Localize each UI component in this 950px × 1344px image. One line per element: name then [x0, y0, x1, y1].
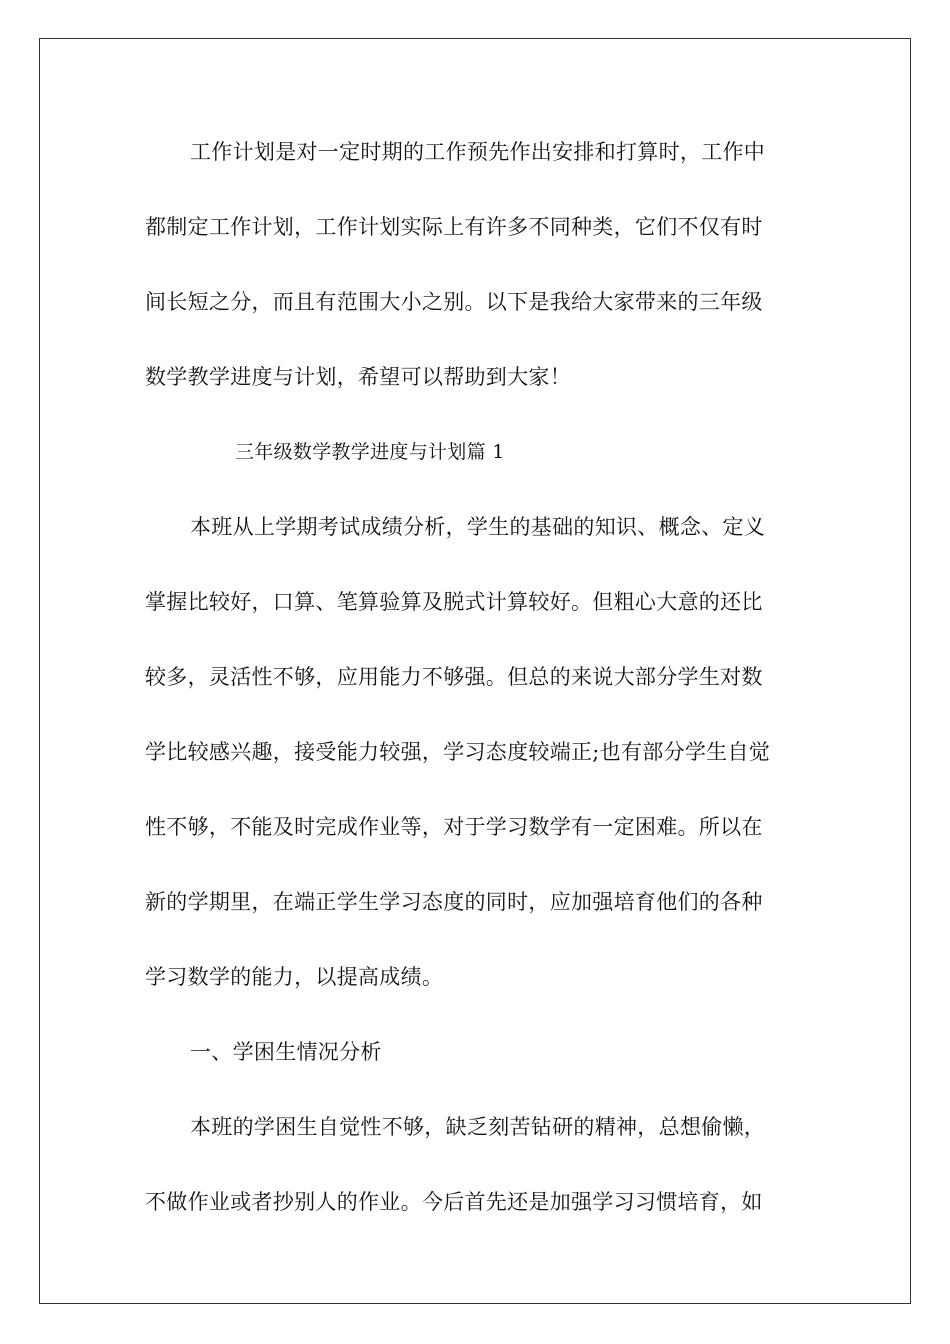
subheading-1: 一、学困生情况分析: [190, 1040, 382, 1064]
paragraph-1-line-4: 数学教学进度与计划，希望可以帮助到大家！: [145, 365, 571, 389]
paragraph-2-line-6: 新的学期里，在端正学生学习态度的同时，应加强培育他们的各种: [145, 890, 763, 914]
paragraph-2-line-1: 本班从上学期考试成绩分析，学生的基础的知识、概念、定义: [190, 515, 766, 539]
paragraph-2-line-4: 学比较感兴趣，接受能力较强，学习态度较端正;也有部分学生自觉: [145, 740, 771, 764]
paragraph-1-line-2: 都制定工作计划，工作计划实际上有许多不同种类，它们不仅有时: [145, 215, 763, 239]
paragraph-3-line-1: 本班的学困生自觉性不够，缺乏刻苦钻研的精神，总想偷懒，: [190, 1115, 766, 1139]
paragraph-1-line-1: 工作计划是对一定时期的工作预先作出安排和打算时，工作中: [190, 140, 766, 164]
paragraph-2-line-7: 学习数学的能力，以提高成绩。: [145, 965, 444, 989]
section-heading: 三年级数学教学进度与计划篇 1: [235, 441, 505, 463]
paragraph-3-line-2: 不做作业或者抄别人的作业。今后首先还是加强学习习惯培育，如: [145, 1190, 763, 1214]
paragraph-2-line-3: 较多，灵活性不够，应用能力不够强。但总的来说大部分学生对数: [145, 665, 763, 689]
paragraph-1-line-3: 间长短之分，而且有范围大小之别。以下是我给大家带来的三年级: [145, 290, 763, 314]
paragraph-2-line-2: 掌握比较好，口算、笔算验算及脱式计算较好。但粗心大意的还比: [145, 590, 763, 614]
paragraph-2-line-5: 性不够，不能及时完成作业等，对于学习数学有一定困难。所以在: [145, 815, 763, 839]
